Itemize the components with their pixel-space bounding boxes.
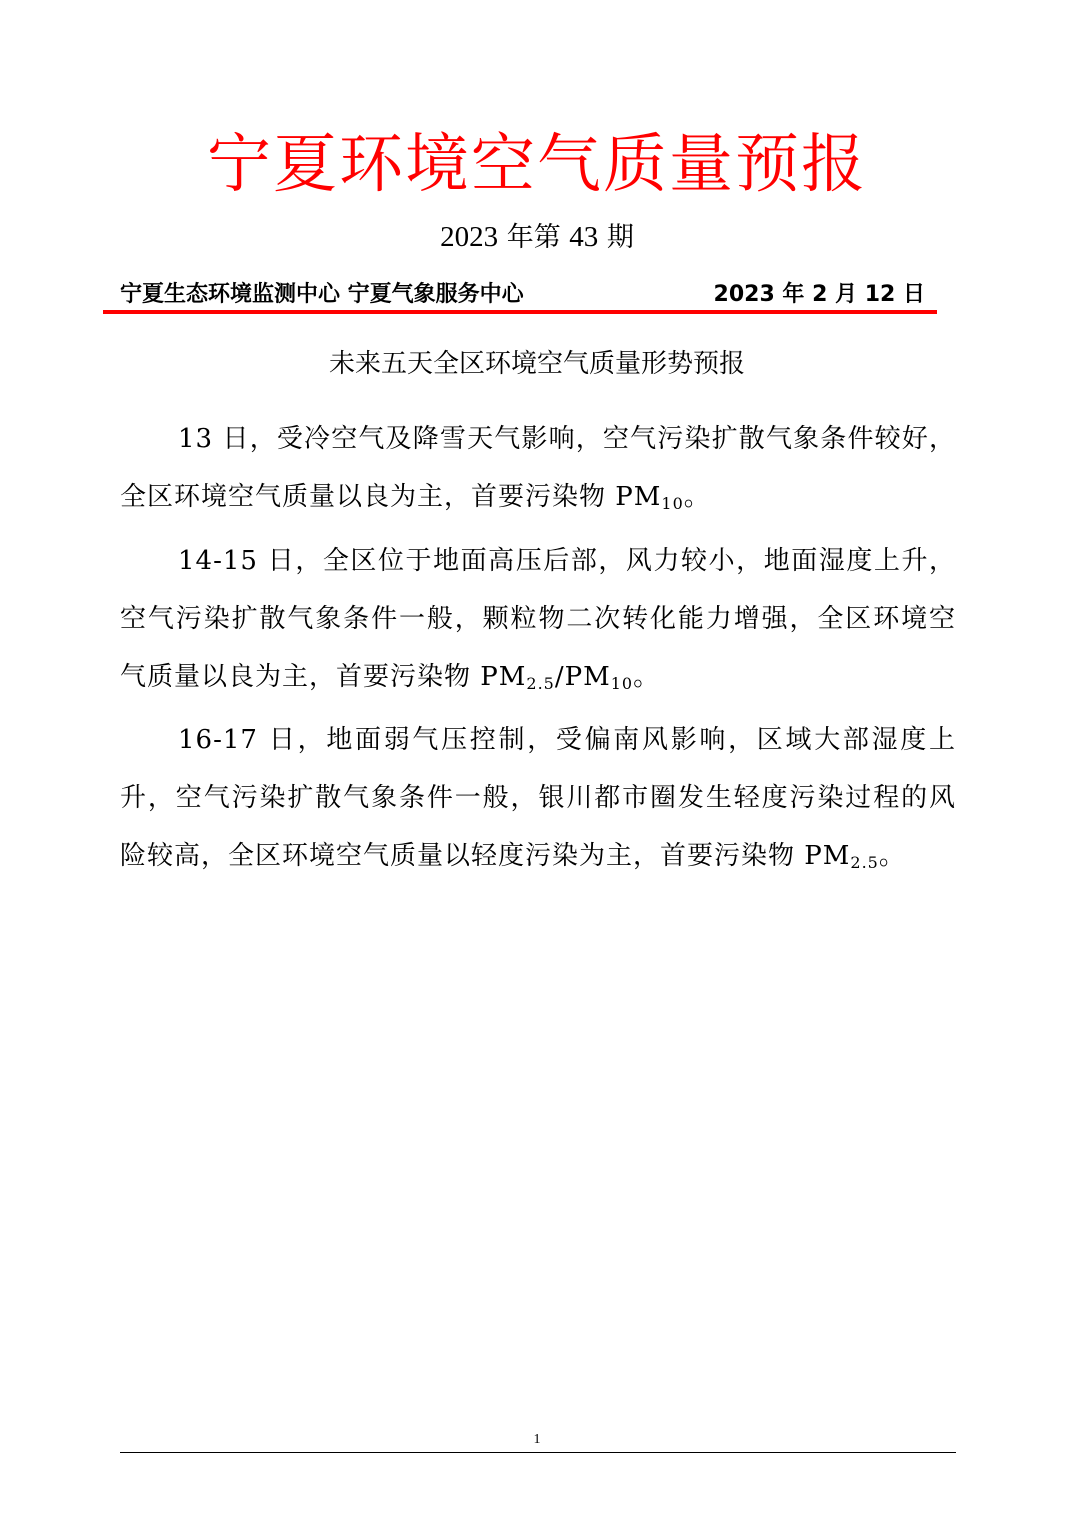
forecast-paragraph-2 — [120, 532, 956, 706]
paragraph-text: 13 日，受冷空气及降雪天气影响，空气污染扩散气象条件较好，全区环境空气质量以良为主，首要污染物 PM — [120, 424, 956, 512]
issuing-agencies: 宁夏生态环境监测中心 宁夏气象服务中心 — [120, 282, 524, 307]
issue-line — [0, 217, 1074, 258]
footer-divider — [120, 1452, 956, 1453]
red-divider — [103, 310, 937, 314]
page-number: 1 — [533, 1432, 541, 1447]
pollutant-subscript: 10 — [610, 674, 634, 693]
section-title: 未来五天全区环境空气质量形势预报 — [328, 349, 745, 379]
masthead-title: 宁夏环境空气质量预报 — [207, 128, 867, 202]
agency-row — [120, 276, 925, 314]
paragraph-text: 16-17 日，地面弱气压控制，受偏南风影响，区域大部湿度上升，空气污染扩散气象条件一般，银川都市圈发生轻度污染过程的风险较高，全区环境空气质量以轻度污染为主，首要污染物 PM — [120, 725, 956, 871]
forecast-paragraph-3 — [120, 711, 956, 885]
issue-year: 2023 — [440, 221, 499, 253]
forecast-paragraph-1 — [120, 410, 956, 526]
publish-date: 2023 年 2 月 12 日 — [713, 282, 925, 307]
paragraph-end: 。 — [878, 841, 906, 871]
paragraph-end: 。 — [683, 482, 711, 512]
issue-suffix: 期 — [598, 222, 634, 253]
paragraph-mid: /PM — [554, 662, 611, 692]
paragraph-end: 。 — [633, 662, 661, 692]
pollutant-subscript: 2.5 — [850, 853, 879, 872]
issue-number: 43 — [569, 221, 599, 253]
paragraph-text: 14-15 日，全区位于地面高压后部，风力较小，地面湿度上升，空气污染扩散气象条件一般，颗粒物二次转化能力增强，全区环境空气质量以良为主，首要污染物 PM — [120, 546, 956, 692]
issue-year-suffix: 年第 — [498, 222, 570, 253]
pollutant-subscript: 10 — [661, 494, 684, 513]
pollutant-subscript: 2.5 — [526, 674, 555, 693]
